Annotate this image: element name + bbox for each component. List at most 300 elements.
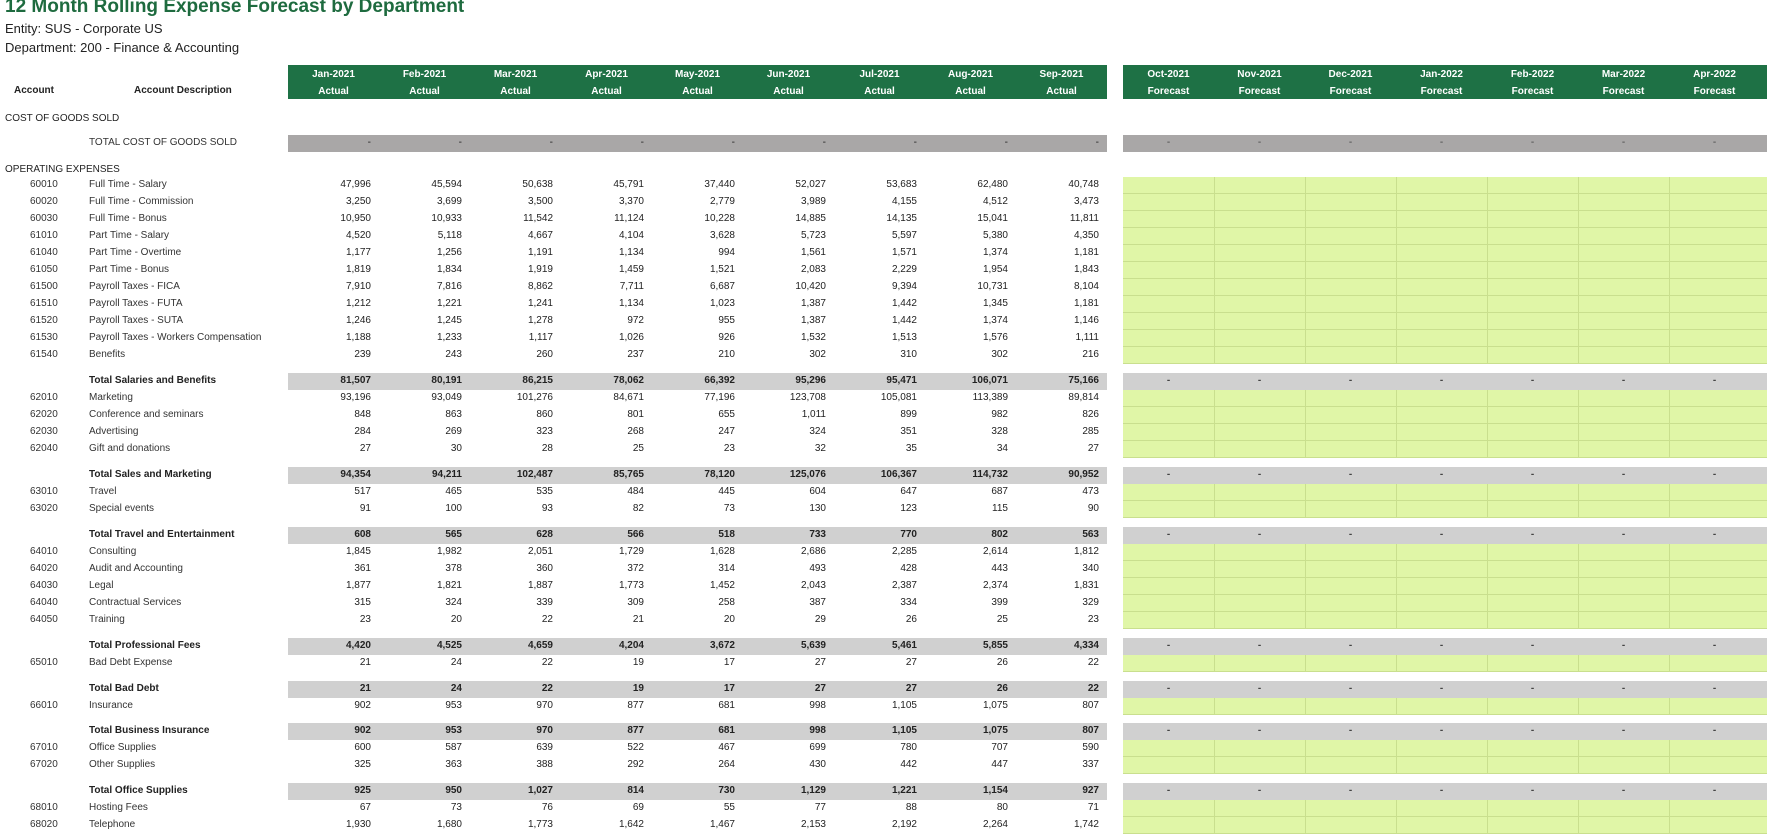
actual-value: 243 (445, 349, 462, 360)
actual-value: 91 (359, 503, 371, 514)
month-header-actual (470, 65, 561, 99)
actual-value: 1,773 (618, 580, 644, 591)
account-number: 63020 (30, 503, 58, 514)
account-description: Marketing (89, 392, 133, 403)
actual-value: 1,256 (436, 247, 462, 258)
forecast-input-cells (1123, 194, 1767, 211)
actual-value: 1,374 (982, 247, 1008, 258)
cell-divider (1578, 757, 1579, 774)
account-number: 67010 (30, 742, 58, 753)
cell-divider (1578, 313, 1579, 330)
month-label: Feb-2021 (402, 69, 447, 80)
forecast-value: - (1712, 683, 1717, 694)
actual-value: 1,181 (1073, 247, 1099, 258)
cell-divider (1578, 228, 1579, 245)
cell-divider (1487, 228, 1488, 245)
cell-divider (1214, 313, 1215, 330)
actual-value: 1,642 (618, 819, 644, 830)
actual-value: 3,628 (709, 230, 735, 241)
cell-divider (1669, 740, 1670, 757)
subtotal-row (0, 638, 1767, 655)
actual-value: 25 (632, 443, 644, 454)
table-row (0, 817, 1767, 834)
cell-divider (1214, 262, 1215, 279)
account-description: Other Supplies (89, 759, 156, 770)
actual-value: 323 (536, 426, 553, 437)
cell-divider (1214, 740, 1215, 757)
forecast-input-cells (1123, 228, 1767, 245)
forecast-value: - (1257, 725, 1262, 736)
actual-value: 681 (718, 725, 735, 736)
actual-value: 76 (541, 802, 553, 813)
actual-value: 302 (809, 349, 826, 360)
actual-value: 310 (900, 349, 917, 360)
description-column-header: Account Description (134, 85, 232, 96)
actual-value: 1,177 (345, 247, 371, 258)
actual-value: 329 (1082, 597, 1099, 608)
account-description: Insurance (89, 700, 133, 711)
cell-divider (1669, 561, 1670, 578)
forecast-value: - (1166, 683, 1171, 694)
cell-divider (1214, 757, 1215, 774)
actual-value: 93,049 (431, 392, 462, 403)
actual-value: 2,043 (800, 580, 826, 591)
cell-divider (1487, 655, 1488, 672)
cell-divider (1669, 424, 1670, 441)
account-number: 66010 (30, 700, 58, 711)
actual-value: 77,196 (704, 392, 735, 403)
actual-value: - (731, 137, 735, 148)
actual-value: 105,081 (880, 392, 917, 403)
actual-value: 5,639 (800, 640, 826, 651)
forecast-value: - (1348, 137, 1353, 148)
forecast-value: - (1530, 640, 1535, 651)
cell-divider (1669, 612, 1670, 629)
actual-value: 600 (354, 742, 371, 753)
actual-value: 1,233 (436, 332, 462, 343)
actual-value: 309 (627, 597, 644, 608)
cell-divider (1487, 698, 1488, 715)
forecast-value: - (1439, 683, 1444, 694)
actual-value: 780 (900, 742, 917, 753)
actual-value: 566 (627, 529, 644, 540)
actual-value: 22 (1087, 657, 1099, 668)
cell-divider (1396, 211, 1397, 228)
forecast-input-cells (1123, 347, 1767, 364)
cell-divider (1305, 698, 1306, 715)
actual-value: 210 (718, 349, 735, 360)
month-header-actual (1016, 65, 1107, 99)
account-number: 63010 (30, 486, 58, 497)
account-description: Benefits (89, 349, 126, 360)
actual-value: 351 (900, 426, 917, 437)
actual-value: 106,367 (880, 469, 917, 480)
cell-divider (1487, 424, 1488, 441)
cell-divider (1578, 424, 1579, 441)
actual-value: 1,278 (527, 315, 553, 326)
actual-value: 4,420 (345, 640, 371, 651)
actual-value: 2,051 (527, 546, 553, 557)
actual-value: 9,394 (891, 281, 917, 292)
actual-value: 5,380 (982, 230, 1008, 241)
forecast-value: - (1712, 785, 1717, 796)
actual-value: 27 (905, 657, 917, 668)
actual-value: 269 (445, 426, 462, 437)
cell-divider (1487, 177, 1488, 194)
cell-divider (1578, 740, 1579, 757)
subtotal-row (0, 723, 1767, 740)
actual-value: 10,731 (977, 281, 1008, 292)
forecast-value: - (1439, 137, 1444, 148)
actual-value: 1,221 (891, 785, 917, 796)
forecast-value: - (1439, 469, 1444, 480)
cell-divider (1669, 194, 1670, 211)
cell-divider (1305, 245, 1306, 262)
actual-value: 639 (536, 742, 553, 753)
month-header-actual (834, 65, 925, 99)
actual-value: 1,729 (618, 546, 644, 557)
cell-divider (1305, 211, 1306, 228)
actual-value: 20 (723, 614, 735, 625)
month-label: Aug-2021 (947, 69, 993, 80)
actual-value: 802 (991, 529, 1008, 540)
account-description: Full Time - Commission (89, 196, 194, 207)
actual-value: - (367, 137, 371, 148)
actual-value: 982 (991, 409, 1008, 420)
forecast-value: - (1712, 725, 1717, 736)
forecast-value: - (1166, 640, 1171, 651)
forecast-input-cells (1123, 800, 1767, 817)
actual-value: 899 (900, 409, 917, 420)
forecast-value: - (1166, 375, 1171, 386)
actual-value: 1,576 (982, 332, 1008, 343)
actual-value: 123 (900, 503, 917, 514)
actual-value: 23 (723, 443, 735, 454)
actual-value: 3,473 (1073, 196, 1099, 207)
cell-divider (1396, 612, 1397, 629)
column-type-label: Forecast (1238, 86, 1281, 97)
account-number: 62030 (30, 426, 58, 437)
actual-value: 73 (450, 802, 462, 813)
actual-value: 28 (541, 443, 553, 454)
actual-value: - (1004, 137, 1008, 148)
forecast-value: - (1439, 785, 1444, 796)
actual-value: 106,071 (971, 375, 1008, 386)
actual-value: 45,791 (613, 179, 644, 190)
month-label: Apr-2022 (1693, 69, 1736, 80)
actual-value: 518 (718, 529, 735, 540)
actual-value: 30 (450, 443, 462, 454)
cell-divider (1396, 279, 1397, 296)
account-description: Special events (89, 503, 155, 514)
actual-value: 2,614 (982, 546, 1008, 557)
forecast-value: - (1621, 375, 1626, 386)
actual-value: 1,521 (709, 264, 735, 275)
table-row (0, 441, 1767, 458)
actual-value: 1,245 (436, 315, 462, 326)
cell-divider (1578, 484, 1579, 501)
cell-divider (1669, 347, 1670, 364)
cell-divider (1305, 612, 1306, 629)
actual-value: 2,387 (891, 580, 917, 591)
cell-divider (1669, 441, 1670, 458)
actual-value: 123,708 (789, 392, 826, 403)
actual-value: 55 (723, 802, 735, 813)
cell-divider (1669, 800, 1670, 817)
report-title: 12 Month Rolling Expense Forecast by Department (5, 0, 465, 17)
actual-value: 47,996 (340, 179, 371, 190)
actual-value: 801 (627, 409, 644, 420)
account-description: Full Time - Bonus (89, 213, 167, 224)
actual-value: 1,027 (527, 785, 553, 796)
cell-divider (1487, 347, 1488, 364)
forecast-value: - (1166, 137, 1171, 148)
month-label: Apr-2021 (585, 69, 628, 80)
cell-divider (1305, 424, 1306, 441)
actual-value: 86,215 (522, 375, 553, 386)
cell-divider (1669, 296, 1670, 313)
cell-divider (1305, 407, 1306, 424)
column-type-label: Forecast (1420, 86, 1463, 97)
actual-value: 314 (718, 563, 735, 574)
cell-divider (1669, 655, 1670, 672)
actual-value: 1,374 (982, 315, 1008, 326)
forecast-input-cells (1123, 441, 1767, 458)
column-type-label: Actual (1046, 86, 1077, 97)
actual-value: 45,594 (431, 179, 462, 190)
actual-value: 73 (723, 503, 735, 514)
actual-value: 1,105 (891, 725, 917, 736)
month-header-actual (743, 65, 834, 99)
actual-value: 93,196 (340, 392, 371, 403)
actual-value: 950 (445, 785, 462, 796)
actual-value: 681 (718, 700, 735, 711)
actual-value: 535 (536, 486, 553, 497)
cell-divider (1214, 279, 1215, 296)
actual-value: 22 (541, 657, 553, 668)
cell-divider (1214, 800, 1215, 817)
actual-value: 37,440 (704, 179, 735, 190)
actual-value: 69 (632, 802, 644, 813)
cell-divider (1396, 296, 1397, 313)
cell-divider (1214, 330, 1215, 347)
actual-value: 339 (536, 597, 553, 608)
actual-value: 563 (1082, 529, 1099, 540)
forecast-value: - (1166, 785, 1171, 796)
actual-value: 1,812 (1073, 546, 1099, 557)
forecast-value: - (1621, 683, 1626, 694)
actual-value: 447 (991, 759, 1008, 770)
column-type-label: Actual (500, 86, 531, 97)
actual-value: - (1095, 137, 1099, 148)
actual-value: 604 (809, 486, 826, 497)
cell-divider (1305, 817, 1306, 834)
actual-value: 50,638 (522, 179, 553, 190)
forecast-value: - (1530, 529, 1535, 540)
subtotal-row (0, 373, 1767, 390)
cell-divider (1396, 407, 1397, 424)
cell-divider (1214, 228, 1215, 245)
forecast-value: - (1348, 375, 1353, 386)
actual-value: 1,154 (982, 785, 1008, 796)
cell-divider (1487, 757, 1488, 774)
account-description: Total Salaries and Benefits (89, 375, 217, 386)
actual-value: 94,354 (340, 469, 371, 480)
actual-value: 315 (354, 597, 371, 608)
table-row (0, 390, 1767, 407)
actual-value: 590 (1082, 742, 1099, 753)
cell-divider (1396, 390, 1397, 407)
table-row (0, 279, 1767, 296)
subtotal-row (0, 681, 1767, 698)
account-number: 62010 (30, 392, 58, 403)
actual-value: 1,188 (345, 332, 371, 343)
cell-divider (1487, 544, 1488, 561)
actual-value: 1,513 (891, 332, 917, 343)
actual-value: 1,680 (436, 819, 462, 830)
account-description: Legal (89, 580, 114, 591)
account-description: Total Travel and Entertainment (89, 529, 235, 540)
actual-value: 1,011 (801, 409, 826, 420)
actual-value: 1,532 (800, 332, 826, 343)
table-row (0, 347, 1767, 364)
actual-value: 328 (991, 426, 1008, 437)
actual-value: 517 (354, 486, 371, 497)
actual-value: 1,212 (345, 298, 371, 309)
actual-value: 11,542 (523, 213, 553, 224)
actual-value: 10,420 (795, 281, 826, 292)
forecast-header-band (1123, 65, 1767, 99)
actual-value: 807 (1082, 700, 1099, 711)
actual-value: 66,392 (704, 375, 735, 386)
forecast-input-cells (1123, 698, 1767, 715)
actual-value: 52,027 (795, 179, 826, 190)
actual-value: 1,467 (709, 819, 735, 830)
actual-value: 24 (450, 657, 462, 668)
actual-value: 848 (354, 409, 371, 420)
forecast-value: - (1257, 640, 1262, 651)
actual-value: 1,075 (982, 700, 1008, 711)
actual-value: 216 (1082, 349, 1099, 360)
table-row (0, 407, 1767, 424)
cell-divider (1396, 484, 1397, 501)
table-row (0, 245, 1767, 262)
forecast-value: - (1439, 725, 1444, 736)
forecast-input-cells (1123, 313, 1767, 330)
actual-value: 19 (632, 657, 644, 668)
cell-divider (1214, 347, 1215, 364)
month-header-actual (652, 65, 743, 99)
actual-value: 467 (718, 742, 735, 753)
cell-divider (1669, 177, 1670, 194)
actual-value: 130 (809, 503, 826, 514)
cell-divider (1669, 279, 1670, 296)
table-row (0, 330, 1767, 347)
cell-divider (1487, 501, 1488, 518)
account-number: 61520 (30, 315, 58, 326)
forecast-input-cells (1123, 296, 1767, 313)
actual-value: 62,480 (977, 179, 1008, 190)
cell-divider (1305, 501, 1306, 518)
actual-value: 53,683 (886, 179, 917, 190)
actual-value: 23 (1087, 614, 1099, 625)
cell-divider (1487, 330, 1488, 347)
cell-divider (1669, 313, 1670, 330)
account-description: Total Professional Fees (89, 640, 201, 651)
cell-divider (1578, 578, 1579, 595)
table-row (0, 228, 1767, 245)
actual-value: 19 (632, 683, 644, 694)
actual-value: 93 (541, 503, 553, 514)
actual-value: 26 (905, 614, 917, 625)
month-header-forecast (1214, 65, 1305, 99)
table-row (0, 612, 1767, 629)
cell-divider (1214, 578, 1215, 595)
forecast-value: - (1712, 640, 1717, 651)
month-label: Mar-2021 (493, 69, 538, 80)
actual-value: 35 (905, 443, 917, 454)
account-description: Conference and seminars (89, 409, 204, 420)
actual-value: 80 (996, 802, 1008, 813)
actual-value: 75,166 (1068, 375, 1099, 386)
cell-divider (1396, 655, 1397, 672)
actual-value: 1,442 (891, 298, 917, 309)
actual-value: 1,105 (891, 700, 917, 711)
cell-divider (1214, 595, 1215, 612)
cell-divider (1396, 501, 1397, 518)
actual-value: 25 (996, 614, 1008, 625)
forecast-value: - (1530, 683, 1535, 694)
cell-divider (1396, 817, 1397, 834)
actual-value: 925 (354, 785, 371, 796)
actual-value: 484 (627, 486, 644, 497)
actual-value: 11,811 (1069, 213, 1099, 224)
forecast-value: - (1348, 529, 1353, 540)
account-number: 64050 (30, 614, 58, 625)
actual-value: 21 (359, 657, 371, 668)
actual-value: 3,672 (709, 640, 735, 651)
actual-value: 26 (996, 657, 1008, 668)
entity-label: Entity: SUS - Corporate US (5, 21, 163, 36)
cell-divider (1487, 441, 1488, 458)
actual-value: 22 (1087, 683, 1099, 694)
forecast-input-cells (1123, 757, 1767, 774)
cogs-total-row (0, 135, 1767, 152)
actual-value: 1,821 (436, 580, 462, 591)
cell-divider (1396, 347, 1397, 364)
actual-value: 1,181 (1073, 298, 1099, 309)
cell-divider (1305, 655, 1306, 672)
account-number: 60020 (30, 196, 58, 207)
actual-value: 17 (723, 683, 735, 694)
account-description: TOTAL COST OF GOODS SOLD (89, 137, 237, 148)
actual-value: 473 (1082, 486, 1099, 497)
actual-value: 27 (905, 683, 917, 694)
actual-value: 324 (809, 426, 826, 437)
column-type-label: Forecast (1147, 86, 1190, 97)
actual-value: 1,843 (1073, 264, 1099, 275)
actual-value: 95,296 (795, 375, 826, 386)
forecast-input-cells (1123, 262, 1767, 279)
actual-value: 114,732 (972, 469, 1008, 480)
actual-value: 1,773 (527, 819, 553, 830)
month-label: Jun-2021 (766, 69, 811, 80)
actual-value: 807 (1082, 725, 1099, 736)
table-row (0, 177, 1767, 194)
actual-value: - (822, 137, 826, 148)
cell-divider (1305, 390, 1306, 407)
forecast-input-cells (1123, 817, 1767, 834)
